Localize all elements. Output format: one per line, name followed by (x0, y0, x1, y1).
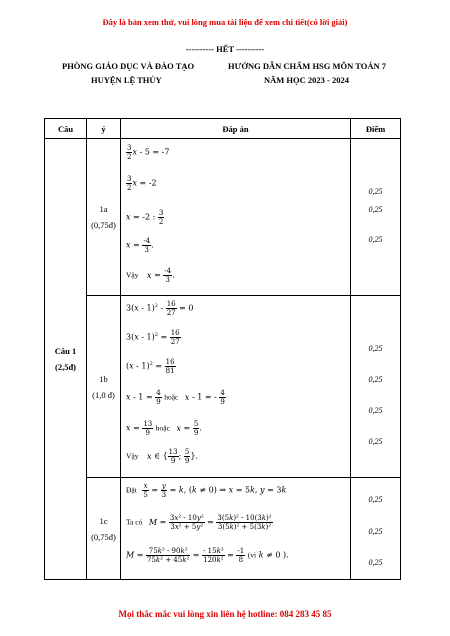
score-value: 0,25 (368, 495, 383, 504)
score-value: 0,25 (368, 558, 383, 567)
table-header-row (45, 119, 401, 139)
conclusion-word: Vậy (126, 451, 139, 461)
score-value: 0,25 (368, 344, 383, 353)
we-have-word: Ta có (126, 517, 143, 527)
math-line: 3(x - 1)$^2$ = $\frac{16}{27}$ (126, 329, 180, 346)
math-line: x - 1 = $\frac{4}{9}$ hoặc x - 1 = - $\frac{4}{9}$ (126, 389, 225, 406)
math-line: x = $\frac{13}{9}$ hoặc x = $\frac{5}{9}$ . (126, 420, 202, 437)
math-line: (x - 1)$^2$ = $\frac{16}{81}$ (126, 358, 175, 375)
math-line: 3(x - 1)$^2$ - $\frac{16}{27}$ = 0 (126, 300, 194, 317)
part-cell-1a (87, 139, 121, 296)
math-line: M = $\frac{\text{75k² - 90k²}}{\text{75k² + 45k²}}$ = $\frac{\text{- 15k²}}{\text{120k²}}$ = $\frac{-1}{8}$ (vì k ≠ 0 ). (126, 547, 289, 564)
table-row (45, 139, 401, 296)
question-points: (2,5đ) (54, 362, 76, 372)
score-value: 0,25 (368, 406, 383, 415)
table-row (45, 296, 401, 478)
answer-cell-1a (121, 139, 351, 296)
score-value: 0,25 (368, 235, 383, 244)
conclusion-word: Vậy (126, 270, 139, 280)
math-line: $\frac{3}{2}$ x - 5 = -7 (127, 144, 170, 161)
score-value: 0,25 (368, 187, 383, 196)
table-row (45, 478, 401, 580)
school-year: NĂM HỌC 2023 - 2024 (264, 75, 349, 85)
col-header-score: Điểm (351, 119, 401, 139)
math-line: Ta có M = $\frac{\text{3x² - 10y²}}{\text{3x² + 5y²}}$ = $\frac{\text{3(5k)² - 10(3k)²}}{\text{3(5k)² + 5(3k)²}}$ (126, 514, 272, 531)
math-line: Vậy x = $\frac{-4}{3}$ . (126, 267, 175, 284)
answer-cell-1c (121, 478, 351, 580)
col-header-part: ý (87, 119, 121, 139)
math-line: x = -2 : $\frac{3}{2}$ (126, 209, 164, 226)
let-word: Đặt (126, 485, 137, 495)
because-word: (vì (247, 550, 257, 560)
col-header-question: Câu (45, 119, 87, 139)
part-points: (0,75đ) (91, 220, 116, 230)
end-marker: ---------- HẾT ---------- (185, 44, 265, 54)
question-cell (45, 139, 87, 580)
math-line: Đặt $\frac{x}{5}$ = $\frac{y}{3}$ = k, (k ≠ 0) ⇒ x = 5k, y = 3k (126, 482, 287, 499)
hotline-footer: Mọi thắc mắc vui lòng xin liên hệ hotline: 084 283 45 85 (118, 609, 332, 619)
part-cell-1b (87, 296, 121, 478)
score-value: 0,25 (368, 375, 383, 384)
score-cell-1c (351, 478, 401, 580)
col-header-answer: Đáp án (121, 119, 351, 139)
part-cell-1c (87, 478, 121, 580)
score-cell-1a (351, 139, 401, 296)
answer-cell-1b (121, 296, 351, 478)
part-id: 1a (99, 204, 108, 214)
score-value: 0,25 (368, 527, 383, 536)
or-word: hoặc (164, 392, 179, 402)
part-points: (0,75đ) (91, 531, 116, 542)
or-word: hoặc (155, 423, 170, 433)
department-name: PHÒNG GIÁO DỤC VÀ ĐÀO TẠO (62, 61, 195, 71)
score-value: 0,25 (368, 205, 383, 214)
math-line: Vậy x ∈ { $\frac{13}{9}$ ; $\frac{5}{9}$ }. (126, 448, 198, 465)
preview-banner: Đây là bản xem thử, vui lòng mua tài liệu để xem chi tiết(có lời giải) (102, 17, 348, 27)
score-value: 0,25 (368, 437, 383, 446)
math-line: $\frac{3}{2}$ x = -2 (127, 175, 157, 192)
part-points: (1,0 đ) (92, 389, 115, 400)
part-id: 1b (99, 373, 108, 384)
district-name: HUYỆN LỆ THỦY (91, 75, 162, 85)
answer-table (44, 118, 401, 580)
score-cell-1b (351, 296, 401, 478)
math-line: x = $\frac{-4}{3}$ . (126, 237, 154, 254)
part-id: 1c (99, 515, 108, 526)
guide-title: HƯỚNG DẪN CHẤM HSG MÔN TOÁN 7 (228, 61, 387, 71)
question-label: Câu 1 (54, 346, 77, 356)
